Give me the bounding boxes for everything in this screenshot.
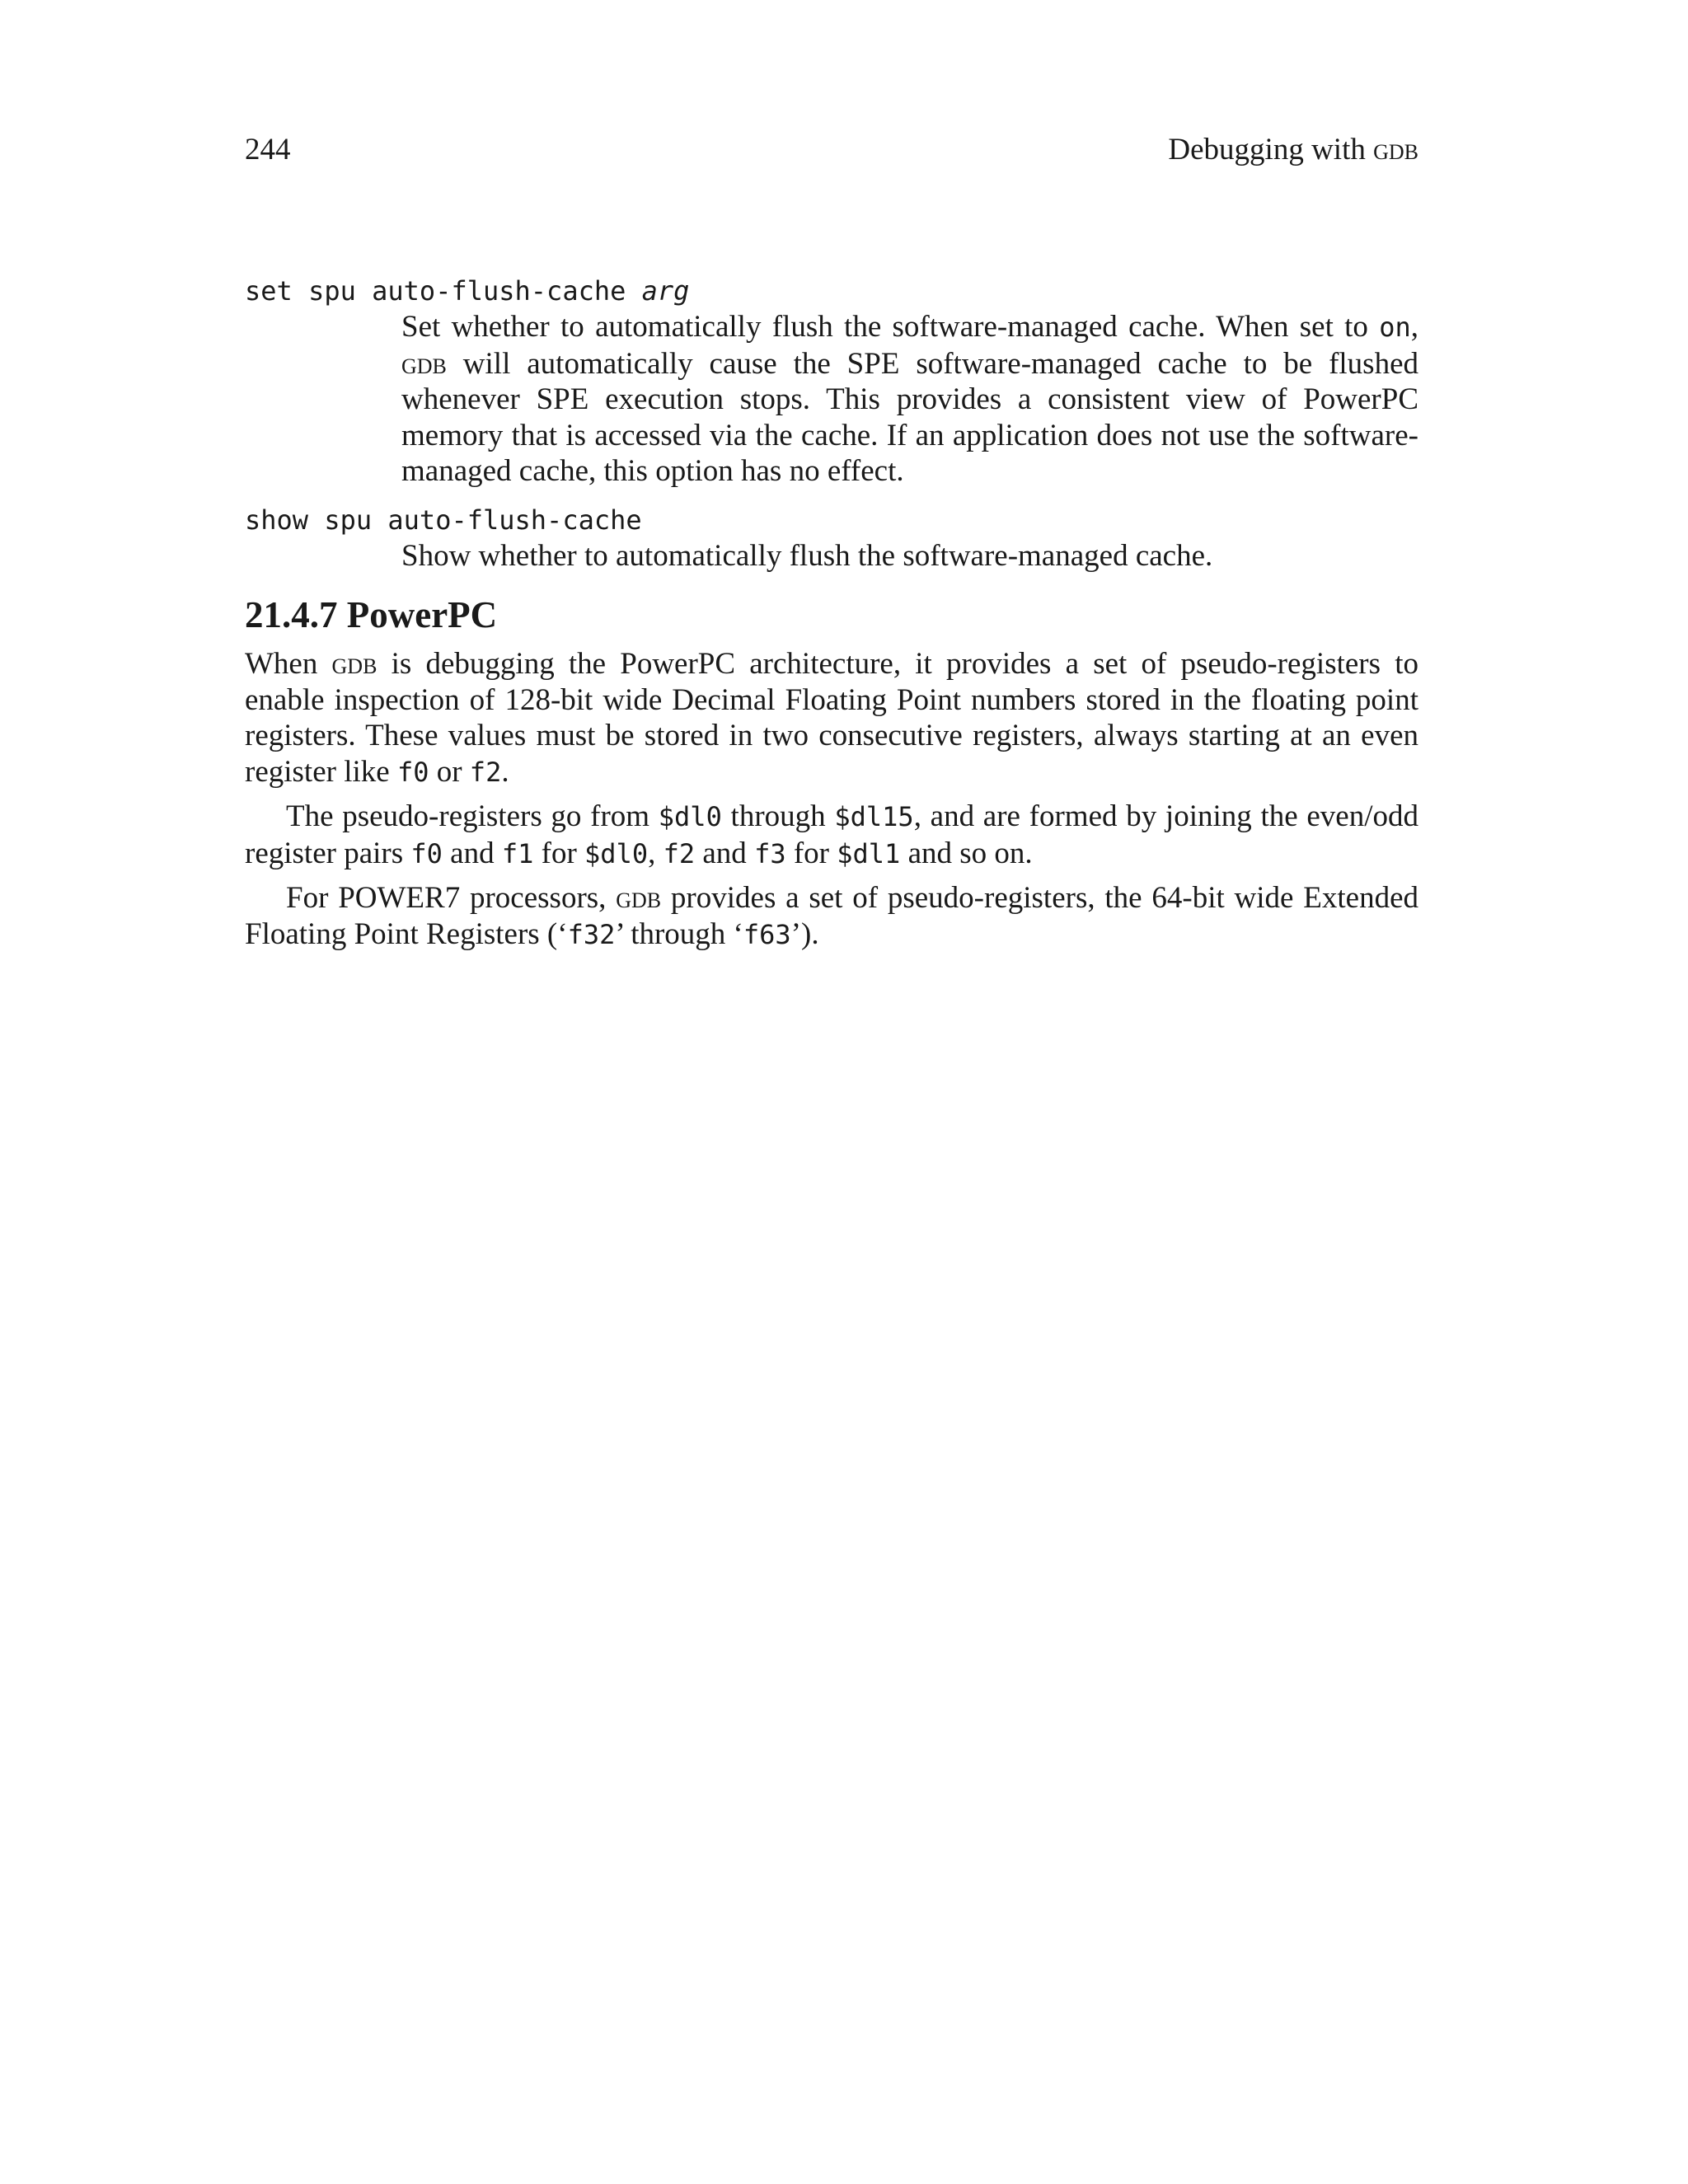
page-number: 244 bbox=[245, 133, 291, 166]
inline-code: on bbox=[1379, 312, 1411, 343]
inline-code: f1 bbox=[501, 837, 534, 869]
inline-code: f2 bbox=[663, 837, 696, 869]
gdb-smallcaps: gdb bbox=[401, 346, 447, 381]
definition-term: set spu auto-flush-cache arg bbox=[245, 275, 690, 307]
document-page bbox=[245, 130, 1418, 961]
running-title: Debugging with gdb bbox=[1168, 133, 1418, 166]
inline-code: $dl15 bbox=[834, 801, 914, 832]
definition-description: Set whether to automatically flush the software-managed cache. When set to on, gdb will automatically cause the SPE software-managed cache to be flushed whenever SPE execution stops. This provides a consistent view of PowerPC memory that is accessed via the cache. If an application does not use the software-managed cache, this option has no effect. bbox=[401, 310, 1418, 488]
inline-code: $dl1 bbox=[837, 837, 901, 869]
definition-entry-show-auto-flush bbox=[245, 503, 1418, 574]
inline-code: f32 bbox=[567, 918, 616, 950]
section-heading: 21.4.7 PowerPC bbox=[245, 594, 498, 635]
inline-code: $dl0 bbox=[658, 801, 722, 832]
inline-code: $dl0 bbox=[584, 837, 649, 869]
running-header bbox=[245, 130, 1418, 170]
gdb-smallcaps: gdb bbox=[616, 881, 662, 915]
body-paragraph: When gdb is debugging the PowerPC architecture, it provides a set of pseudo-registers to enable inspection of 128-bit wide Decimal Floating Point numbers stored in the floating point registers. These values must be stored in two consecutive registers, always starting at an even register like f0 or f2. bbox=[245, 647, 1418, 789]
inline-code: f0 bbox=[410, 837, 443, 869]
inline-code: f2 bbox=[469, 756, 502, 788]
inline-code: f3 bbox=[754, 837, 786, 869]
definition-entry-set-auto-flush bbox=[245, 274, 1418, 490]
body-paragraph: The pseudo-registers go from $dl0 through $dl15, and are formed by joining the even/odd register pairs f0 and f1 for $dl0, f2 and f3 for $dl1 and so on. bbox=[245, 799, 1418, 870]
inline-code: f63 bbox=[743, 918, 791, 950]
term-argument: arg bbox=[641, 275, 690, 307]
definition-description: Show whether to automatically flush the software-managed cache. bbox=[401, 538, 1213, 573]
definition-term: show spu auto-flush-cache bbox=[245, 504, 642, 536]
inline-code: f0 bbox=[396, 756, 429, 788]
gdb-smallcaps: gdb bbox=[331, 647, 377, 681]
gdb-smallcaps: gdb bbox=[1373, 133, 1418, 166]
body-paragraph: For POWER7 processors, gdb provides a set of pseudo-registers, the 64-bit wide Extended Floating Point Registers (‘f32’ through ‘f63’). bbox=[245, 881, 1418, 951]
